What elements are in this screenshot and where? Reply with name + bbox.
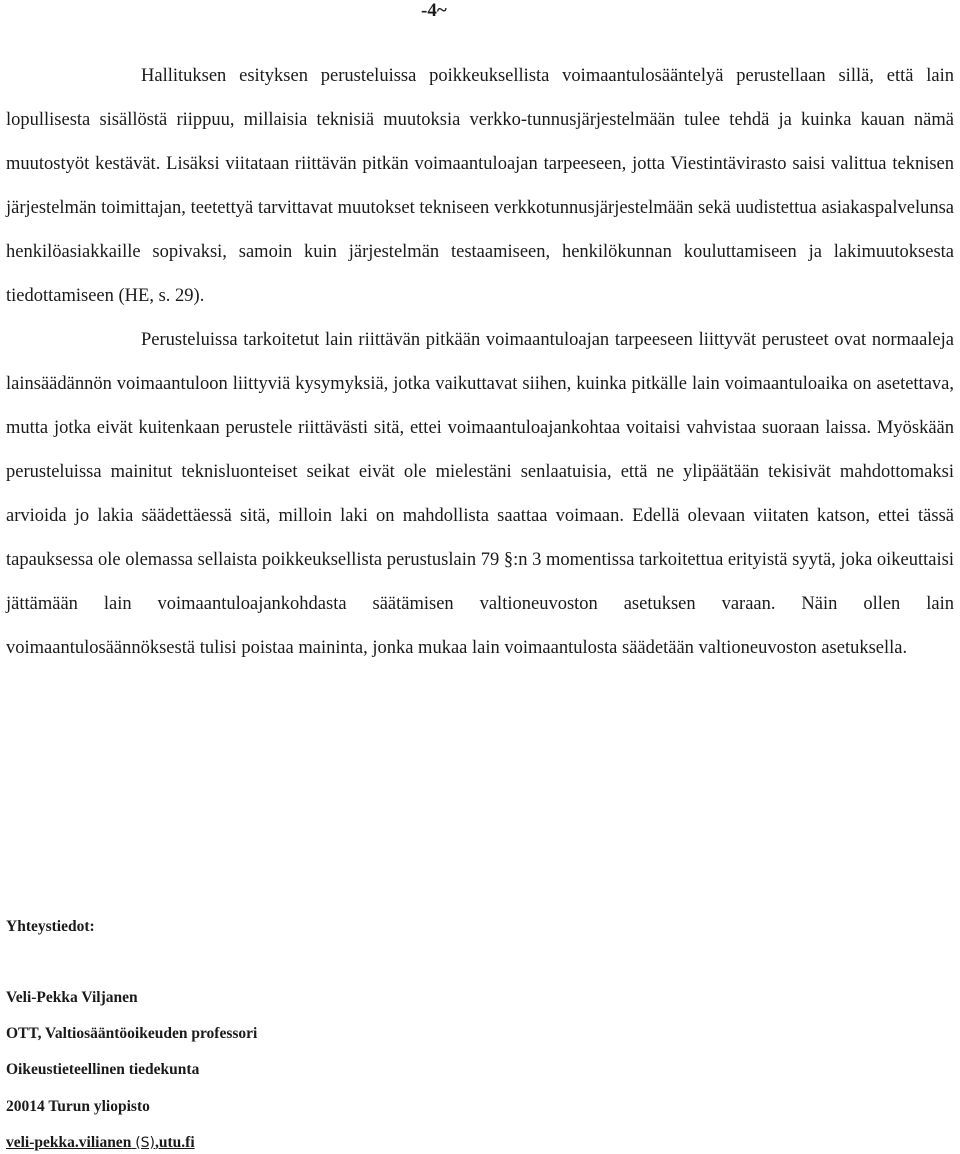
page-number: -4~ (421, 0, 447, 21)
contact-heading: Yhteystiedot: (6, 918, 95, 935)
contact-faculty: Oikeustieteellinen tiedekunta (6, 1061, 200, 1078)
email-at-sign: (S) (135, 1135, 155, 1151)
email-user: veli-pekka.vilianen (6, 1134, 132, 1151)
body-text (6, 54, 954, 670)
contact-email[interactable] (6, 1134, 946, 1152)
contact-title: OTT, Valtiosääntöoikeuden professori (6, 1025, 258, 1042)
paragraph-grounds: Hallituksen esityksen perusteluissa poikkeuksellista voimaantulosääntelyä perustellaan sillä, että lain lopullisesta sisällöstä riippuu, millaisia teknisiä muutoksia verkko-tunnusjärjestelmään tulee tehdä ja kuinka kauan nämä muutostyöt kestävät. Lisäksi viitataan riittävän pitkän voimaantuloajan tarpeeseen, jotta Viestintävirasto saisi valittua teknisen järjestelmän toimittajan, teetettyä tarvittavat muutokset tekniseen verkkotunnusjärjestelmään sekä uudistettua asiakaspalvelunsa henkilöasiakkaille sopivaksi, samoin kuin järjestelmän testaamiseen, henkilökunnan kouluttamiseen ja lakimuutoksesta tiedottamiseen (HE, s. 29). (6, 66, 954, 306)
email-domain: ,utu.fi (155, 1134, 195, 1151)
paragraph-assessment: Perusteluissa tarkoitetut lain riittävän pitkään voimaantuloajan tarpeeseen liittyvät perusteet ovat normaaleja lainsäädännön voimaantuloon liittyviä kysymyksiä, jotka vaikuttavat siihen, kuinka pitkälle lain voimaantuloaika on asetettava, mutta jotka eivät kuitenkaan perustele riittävästi sitä, ettei voimaantuloajankohtaa voitaisi vahvistaa suoraan laissa. Myöskään perusteluissa mainitut teknisluonteiset seikat eivät ole mielestäni senlaatuisia, että ne ylipäätään tekisivät mahdottomaksi arvioida jo lakia säädettäessä sitä, milloin laki on mahdollista saattaa voimaan. Edellä olevaan viitaten katson, ettei tässä tapauksessa ole olemassa sellaista poikkeuksellista perustuslain 79 §:n 3 momentissa tarkoitettua erityistä syytä, joka oikeuttaisi jättämään lain voimaantuloajankohdasta säätämisen valtioneuvoston asetuksen varaan. Näin ollen lain voimaantulosäännöksestä tulisi poistaa maininta, jonka mukaa lain voimaantulosta säädetään valtioneuvoston asetuksella. (6, 330, 954, 658)
contact-name: Veli-Pekka Viljanen (6, 989, 138, 1006)
contact-address: 20014 Turun yliopisto (6, 1098, 150, 1115)
